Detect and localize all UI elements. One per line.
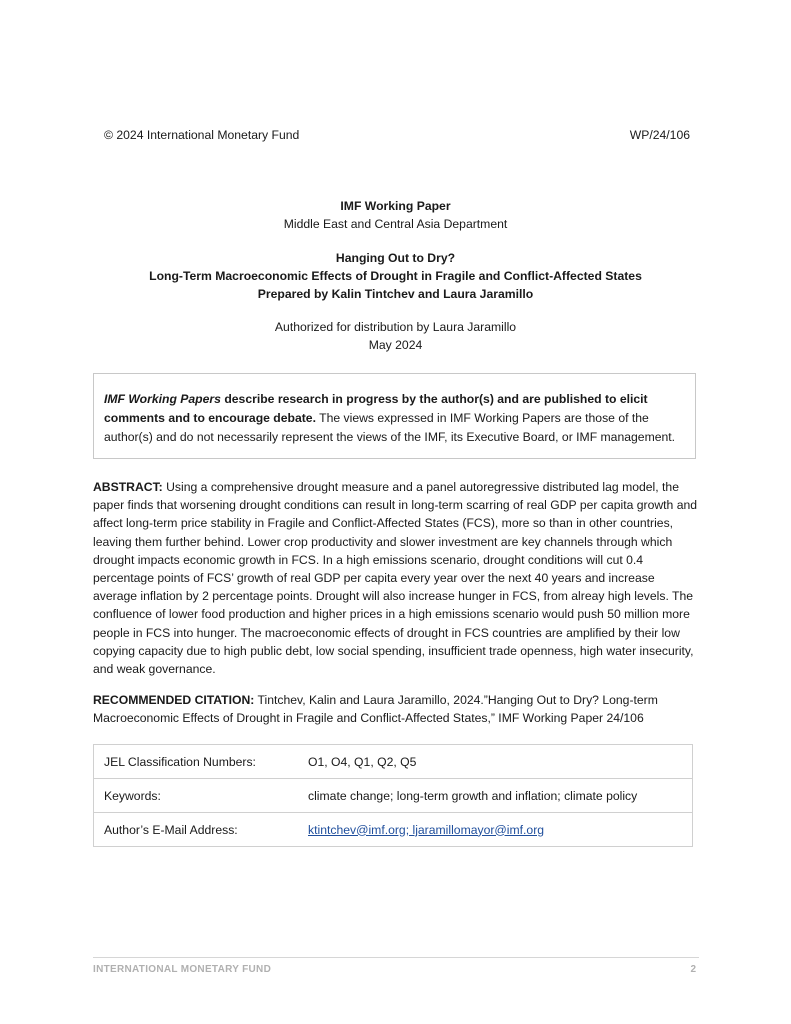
series-title: IMF Working Paper xyxy=(340,199,451,213)
abstract-text: Using a comprehensive drought measure and a panel autoregressive distributed lag model, the paper finds that worsening drought conditions can result in long-term scarring of real GDP per capita growth and affect long-term price stability in Fragile and Conflict-Affected States (FCS), more so than in other countries, leaving them further behind. Lower crop productivity and slower investment are key channels through which drought impacts economic growth in FCS. In a high emissions scenario, drought conditions will cut 0.4 percentage points of FCS’ growth of real GDP per capita every year over the next 40 years and increase average inflation by 2 percentage points. Drought will also increase hunger in FCS, from alreay high levels. The confluence of lower food production and higher prices in a high emissions scenario would push 50 million more people in FCS into hunger. The macroeconomic effects of drought in FCS countries are amplified by their low copying capacity due to high public debt, low social spending, insufficient trade openness, high water insecurity, and weak governance. xyxy=(93,480,698,677)
authors: Prepared by Kalin Tintchev and Laura Jaramillo xyxy=(257,287,534,301)
citation xyxy=(93,691,693,727)
jel-label: JEL Classification Numbers: xyxy=(94,745,299,779)
email-link[interactable]: ktintchev@imf.org; ljaramillomayor@imf.org xyxy=(308,822,545,837)
abstract-label: ABSTRACT: xyxy=(93,480,163,494)
header-paper-number: WP/24/106 xyxy=(629,128,690,142)
abstract xyxy=(93,478,699,678)
paper-title-line2: Long-Term Macroeconomic Effects of Drought in Fragile and Conflict-Affected States xyxy=(149,269,642,283)
table-row xyxy=(94,745,693,779)
footer-divider xyxy=(93,957,699,958)
authorized-by: Authorized for distribution by Laura Jaramillo xyxy=(274,320,517,334)
disclaimer-series: IMF Working Papers xyxy=(104,392,221,406)
paper-title-line1: Hanging Out to Dry? xyxy=(335,251,456,265)
page-number: 2 xyxy=(690,964,696,975)
disclaimer-text: The views expressed in IMF Working Papers are those of the author(s) and do not necessarily represent the views of the IMF, its Executive Board, or IMF management. xyxy=(104,411,676,444)
department: Middle East and Central Asia Department xyxy=(283,217,508,231)
citation-text: Tintchev, Kalin and Laura Jaramillo, 2024.”Hanging Out to Dry? Long-term Macroeconomic Effects of Drought in Fragile and Conflict-Affected States,” IMF Working Paper 24/106 xyxy=(93,693,658,726)
info-table xyxy=(93,744,693,847)
publication-date: May 2024 xyxy=(368,338,423,352)
table-row xyxy=(94,813,693,847)
footer-org: INTERNATIONAL MONETARY FUND xyxy=(93,964,272,975)
table-row xyxy=(94,779,693,813)
citation-label: RECOMMENDED CITATION: xyxy=(93,693,255,707)
disclaimer-bold: describe research in progress by the author(s) and are published to elicit comments and to encourage debate. xyxy=(104,392,648,425)
keywords-value: climate change; long-term growth and inflation; climate policy xyxy=(298,779,693,813)
jel-value: O1, O4, Q1, Q2, Q5 xyxy=(298,745,693,779)
keywords-label: Keywords: xyxy=(94,779,299,813)
email-label: Author’s E-Mail Address: xyxy=(94,813,299,847)
disclaimer-box xyxy=(93,373,696,459)
header-copyright: © 2024 International Monetary Fund xyxy=(104,128,300,142)
